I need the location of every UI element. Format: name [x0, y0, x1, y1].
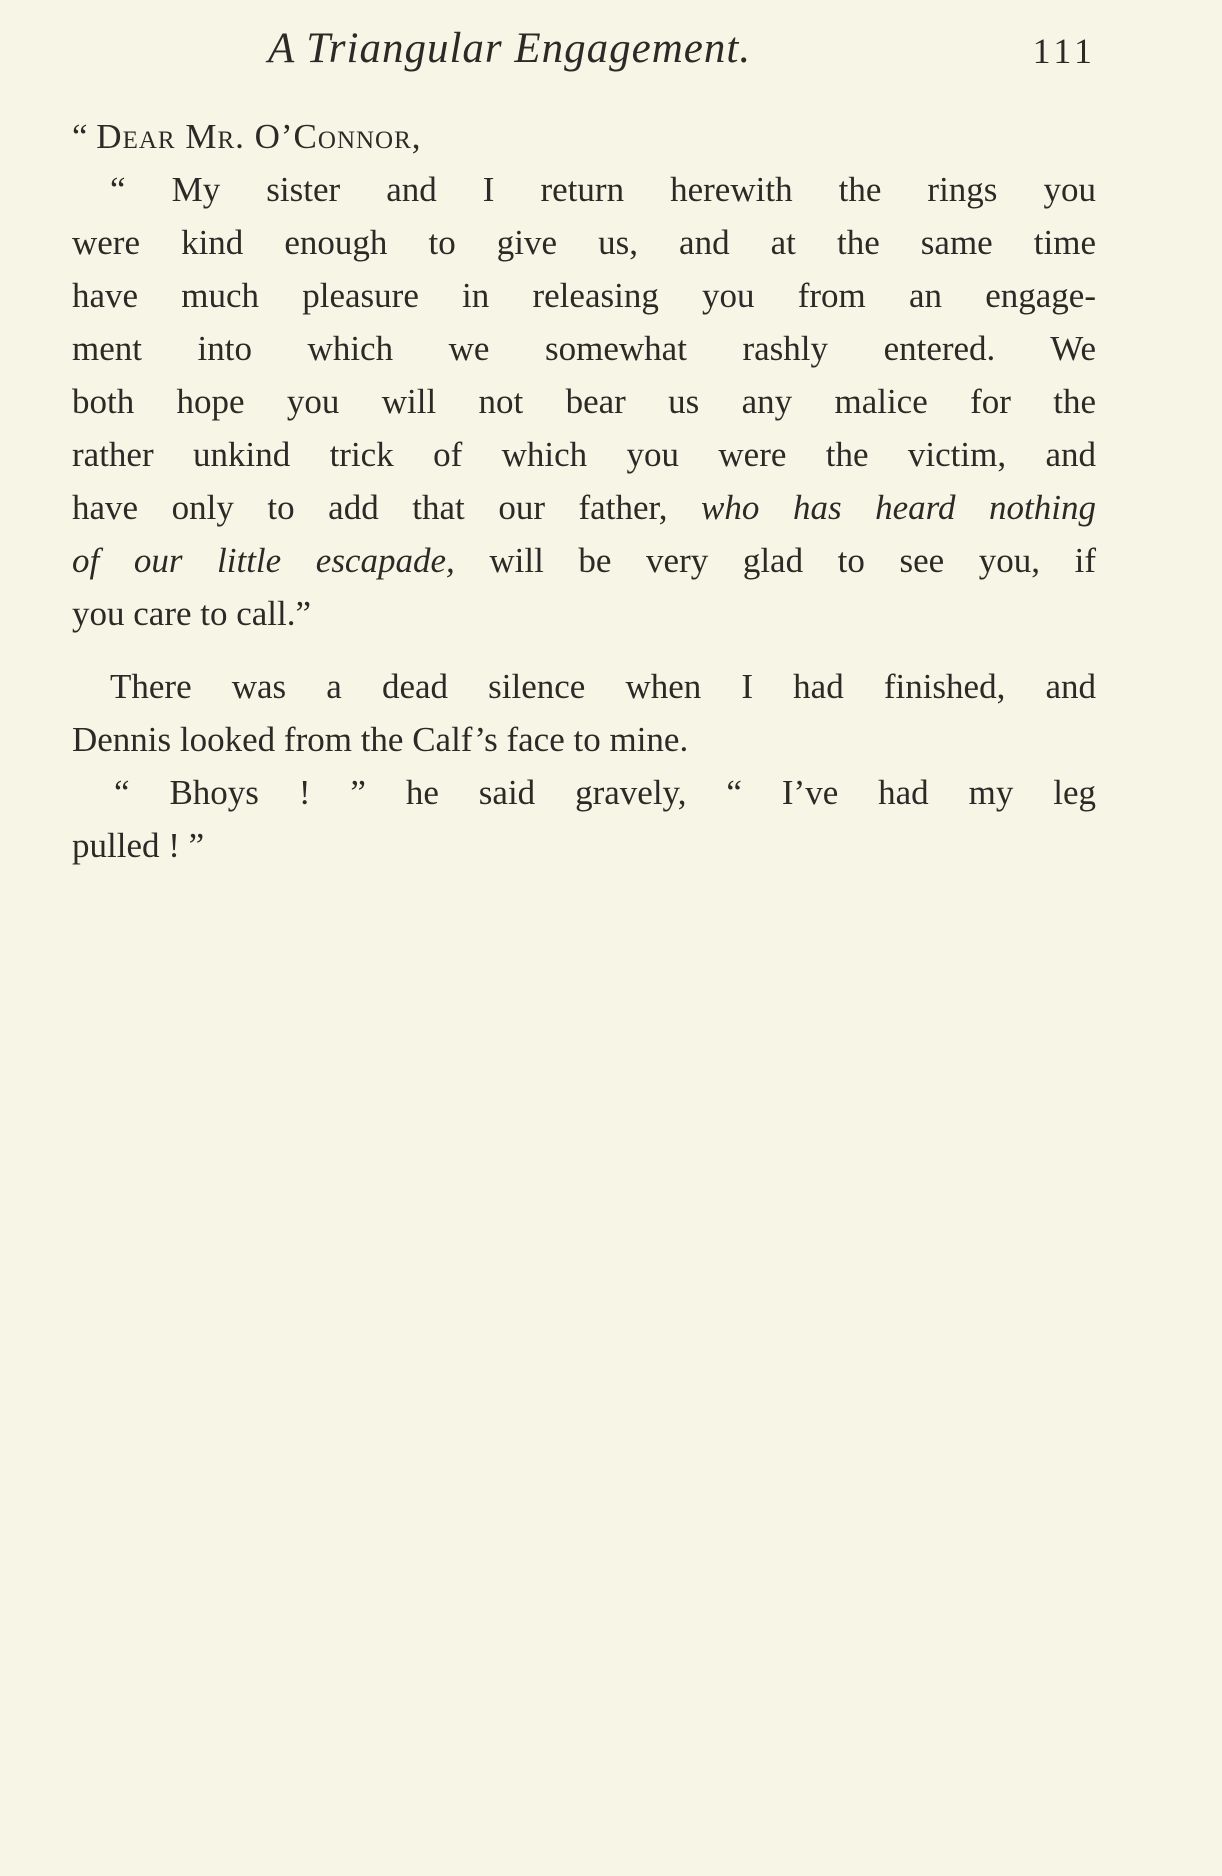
letter-line: have much pleasure in releasing you from an engage-: [72, 276, 1096, 315]
page-body: [72, 110, 1096, 872]
page-number: 111: [1032, 31, 1096, 71]
running-title: A Triangular Engagement.: [268, 25, 752, 72]
letter-line: have only to add that our father, who has heard nothing: [72, 488, 1096, 527]
letter-line: both hope you will not bear us any malice for the: [72, 382, 1096, 421]
letter-line: rather unkind trick of which you were the victim, and: [72, 435, 1096, 474]
paragraph-gap: [72, 640, 1096, 660]
narrative-line: Dennis looked from the Calf’s face to mine.: [72, 720, 689, 759]
narrative-line: There was a dead silence when I had finished, and: [110, 667, 1096, 706]
letter-line: of our little escapade, will be very glad to see you, if: [72, 541, 1096, 580]
italic-phrase: of our little escapade,: [72, 541, 455, 580]
letter-salutation: “ Dear Mr. O’Connor,: [72, 117, 422, 156]
letter-line: “ My sister and I return herewith the rings you: [110, 170, 1096, 209]
letter-line: ment into which we somewhat rashly entered. We: [72, 329, 1096, 368]
letter-line: were kind enough to give us, and at the same time: [72, 223, 1096, 262]
dialogue-line: “ Bhoys ! ” he said gravely, “ I’ve had my leg: [114, 773, 1096, 812]
letter-line: you care to call.”: [72, 594, 312, 633]
italic-phrase: who has heard nothing: [701, 488, 1096, 527]
dialogue-line: pulled ! ”: [72, 826, 205, 865]
